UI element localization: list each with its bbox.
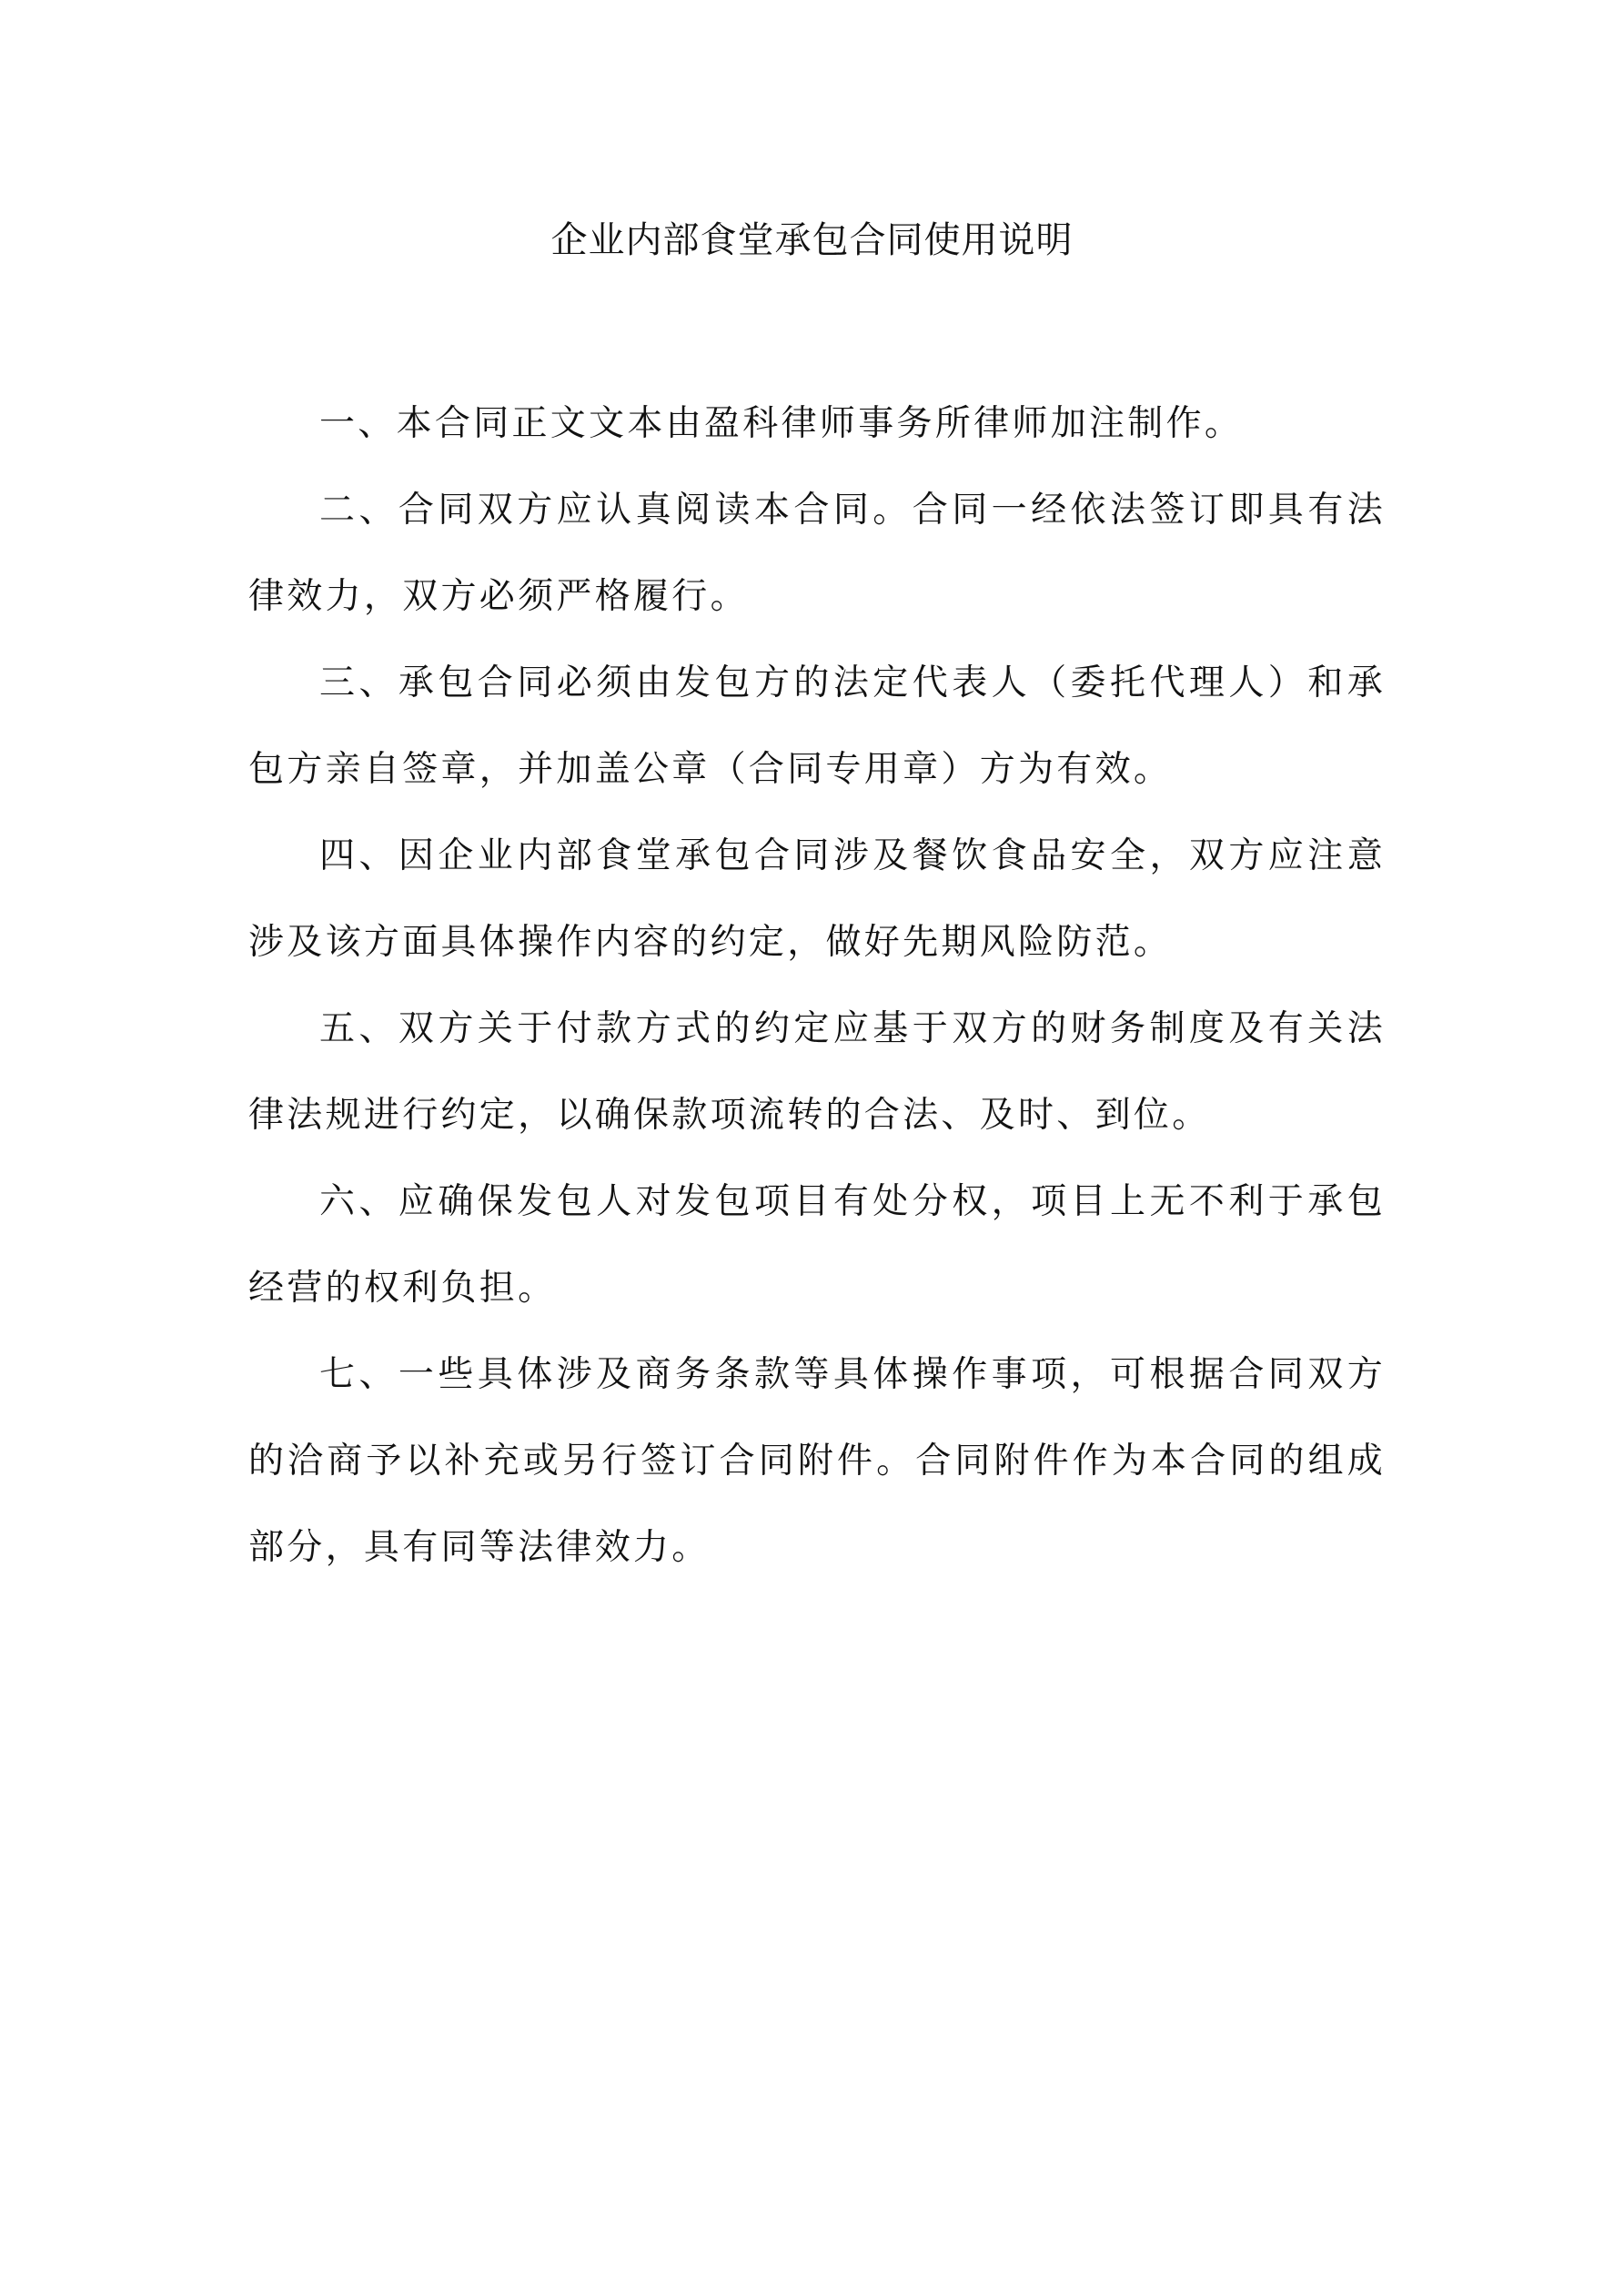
paragraph-6: 六、应确保发包人对发包项目有处分权，项目上无不利于承包经营的权利负担。 bbox=[248, 1181, 1386, 1309]
document-body bbox=[248, 380, 1386, 1591]
paragraph-2: 二、合同双方应认真阅读本合同。合同一经依法签订即具有法律效力，双方必须严格履行。 bbox=[248, 490, 1386, 617]
paragraph-3: 三、承包合同必须由发包方的法定代表人（委托代理人）和承包方亲自签章，并加盖公章（合同专用章）方为有效。 bbox=[248, 663, 1386, 790]
paragraph-1: 一、本合同正文文本由盈科律师事务所律师加注制作。 bbox=[319, 403, 1244, 444]
document-title: 企业内部食堂承包合同使用说明 bbox=[550, 219, 1074, 261]
paragraph-7: 七、一些具体涉及商务条款等具体操作事项，可根据合同双方的洽商予以补充或另行签订合同附件。合同附件作为本合同的组成部分，具有同等法律效力。 bbox=[248, 1354, 1386, 1568]
paragraph-5: 五、双方关于付款方式的约定应基于双方的财务制度及有关法律法规进行约定，以确保款项流转的合法、及时、到位。 bbox=[248, 1008, 1386, 1136]
paragraph-4: 四、因企业内部食堂承包合同涉及餐饮食品安全，双方应注意涉及该方面具体操作内容的约定，做好先期风险防范。 bbox=[248, 835, 1386, 963]
